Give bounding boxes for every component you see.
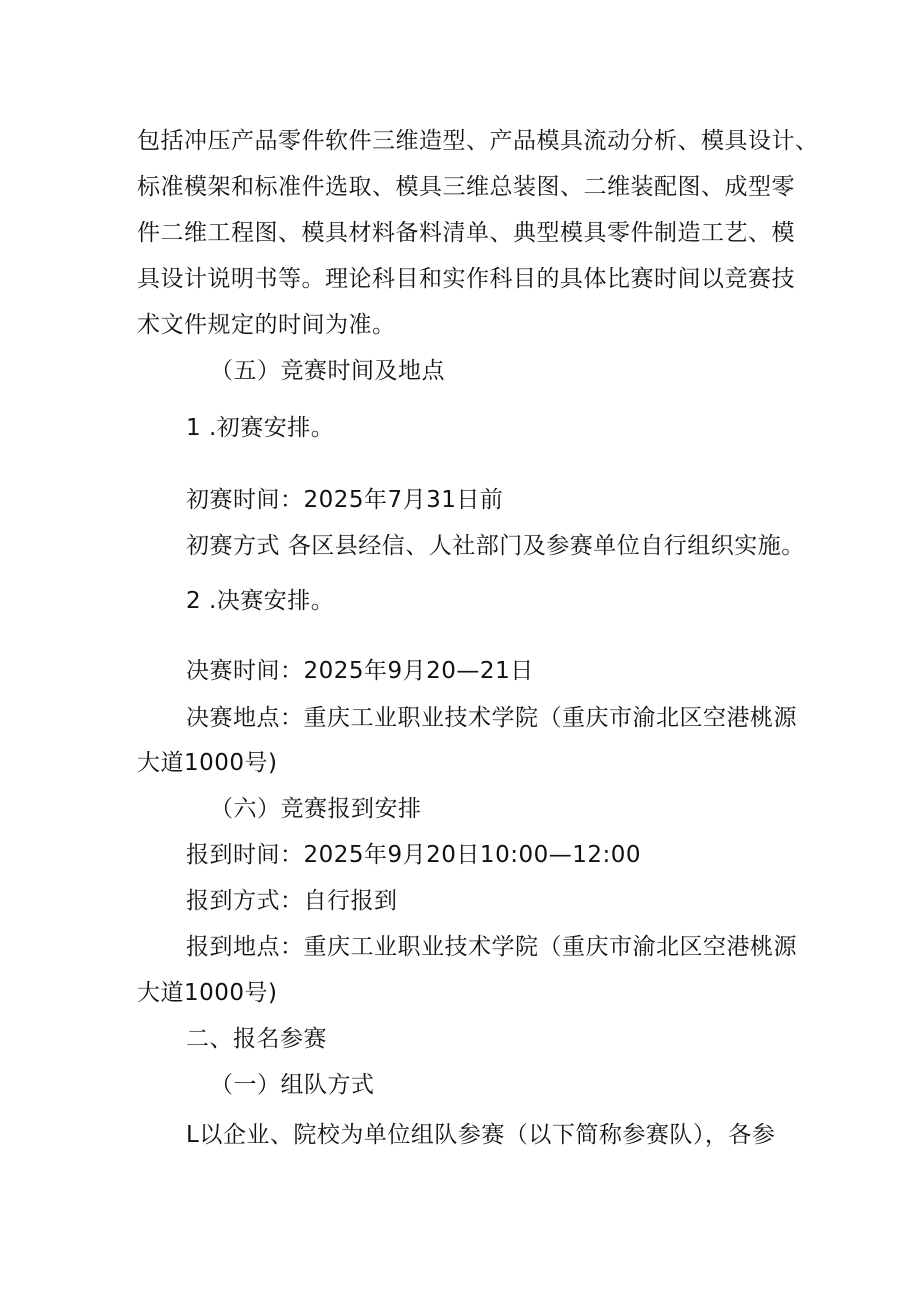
registration-place-cont: 大道1000号) (137, 980, 278, 1006)
paragraph-line: 包括冲压产品零件软件三维造型、产品模具流动分析、模具设计、 (137, 128, 819, 154)
final-place-cont: 大道1000号) (137, 750, 278, 776)
team-rule: L以企业、院校为单位组队参赛（以下简称参赛队），各参 (186, 1122, 776, 1148)
section-heading: （六）竞赛报到安排 (210, 796, 422, 822)
prelim-mode: 初赛方式 各区县经信、人社部门及参赛单位自行组织实施。 (186, 533, 805, 559)
paragraph-line: 件二维工程图、模具材料备料清单、典型模具零件制造工艺、模 (137, 220, 795, 246)
section-heading: （五）竞赛时间及地点 (210, 358, 445, 384)
registration-time: 报到时间：2025年9月20日10:00—12:00 (186, 842, 641, 868)
subsection-title: 1 .初赛安排。 (186, 415, 335, 441)
paragraph-line: 术文件规定的时间为准。 (137, 312, 396, 338)
registration-place: 报到地点：重庆工业职业技术学院（重庆市渝北区空港桃源 (186, 934, 797, 960)
subsection-title: 2 .决赛安排。 (186, 588, 335, 614)
paragraph-line: 标准模架和标准件选取、模具三维总装图、二维装配图、成型零 (137, 174, 795, 200)
final-place: 决赛地点：重庆工业职业技术学院（重庆市渝北区空港桃源 (186, 705, 797, 731)
chapter-heading: 二、报名参赛 (186, 1026, 327, 1052)
registration-mode: 报到方式：自行报到 (186, 888, 398, 914)
paragraph-line: 具设计说明书等。理论科目和实作科目的具体比赛时间以竞赛技 (137, 266, 795, 292)
prelim-time: 初赛时间：2025年7月31日前 (186, 487, 504, 513)
section-heading: （一）组队方式 (210, 1072, 375, 1098)
final-time: 决赛时间：2025年9月20—21日 (186, 658, 534, 684)
